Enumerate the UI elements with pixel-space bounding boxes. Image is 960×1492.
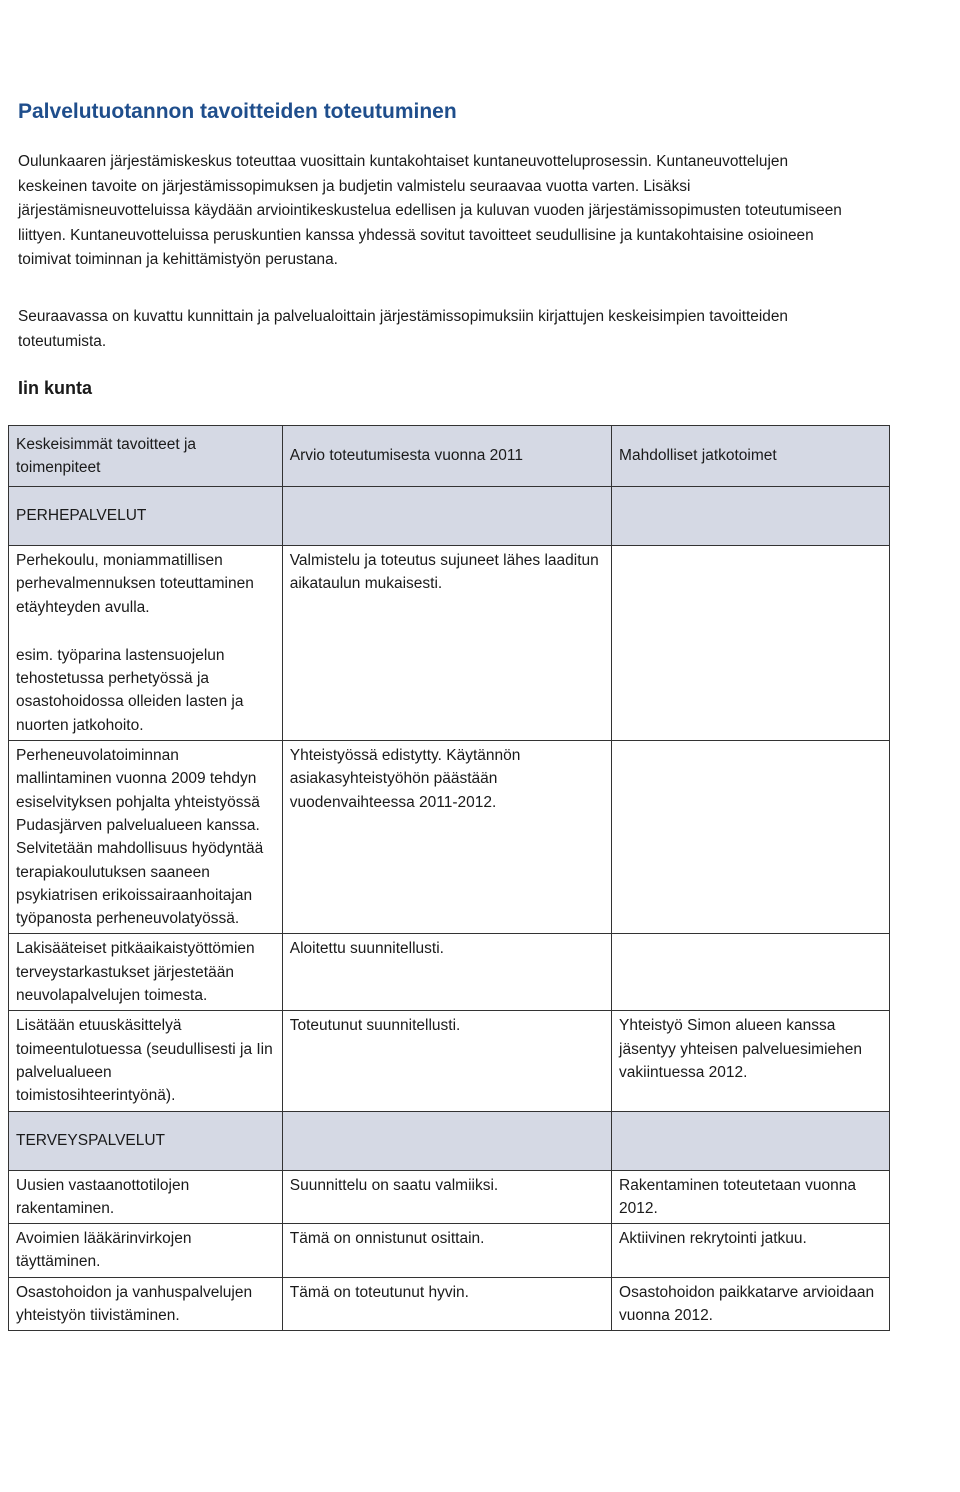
- goal-text: Perhekoulu, moniammatillisen perhevalmennuksen toteuttaminen etäyhteyden avulla.: [16, 552, 254, 616]
- assessment-cell: Valmistelu ja toteutus sujuneet lähes laaditun aikataulun mukaisesti.: [282, 546, 611, 741]
- assessment-cell: Toteutunut suunnitellusti.: [282, 1011, 611, 1111]
- goal-extra-text: esim. työparina lastensuojelun tehostetussa perhetyössä ja osastohoidossa olleiden lasten ja nuorten jatkohoito.: [16, 646, 244, 734]
- table-row: [9, 1277, 890, 1331]
- header-assessment: Arvio toteutumisesta vuonna 2011: [282, 426, 611, 487]
- header-goals: Keskeisimmät tavoitteet ja toimenpiteet: [9, 426, 283, 487]
- intro-paragraph: Oulunkaaren järjestämiskeskus toteuttaa vuosittain kuntakohtaiset kuntaneuvotteluprosessin. Kuntaneuvottelujen keskeinen tavoite on järjestämissopimuksen ja budjetin valmistelu seuraavaa vuotta varten. Lisäksi järjestämisneuvotteluissa käydään arviointikeskustelua edellisen ja kuluvan vuoden järjestämissopimusten toteutumiseen liittyen. Kuntaneuvotteluissa peruskuntien kanssa yhdessä sovitut tavoitteet seudullisine ja kuntakohtaisine osioineen toimivat toiminnan ja kehittämistyön perustana.: [18, 153, 842, 268]
- table-header-row: [9, 426, 890, 487]
- next-cell: [612, 741, 890, 934]
- goal-cell: Avoimien lääkärinvirkojen täyttäminen.: [9, 1224, 283, 1278]
- next-cell: [612, 934, 890, 1011]
- section-heading: Iin kunta: [18, 378, 93, 398]
- section-label: TERVEYSPALVELUT: [9, 1111, 283, 1170]
- table-row: [9, 741, 890, 934]
- goal-cell: Uusien vastaanottotilojen rakentaminen.: [9, 1170, 283, 1224]
- table-row: [9, 934, 890, 1011]
- header-next-steps: Mahdolliset jatkotoimet: [612, 426, 890, 487]
- section-row-terveyspalvelut: [9, 1111, 890, 1170]
- goals-table: [8, 425, 890, 1331]
- table-row: [9, 546, 890, 741]
- assessment-cell: Tämä on onnistunut osittain.: [282, 1224, 611, 1278]
- goal-cell: Osastohoidon ja vanhuspalvelujen yhteistyön tiivistäminen.: [9, 1277, 283, 1331]
- assessment-cell: Tämä on toteutunut hyvin.: [282, 1277, 611, 1331]
- table-row: [9, 1170, 890, 1224]
- next-cell: Yhteistyö Simon alueen kanssa jäsentyy yhteisen palveluesimiehen vakiintuessa 2012.: [612, 1011, 890, 1111]
- goal-cell: Perheneuvolatoiminnan mallintaminen vuonna 2009 tehdyn esiselvityksen pohjalta yhteistyössä Pudasjärven palvelualueen kanssa. Selvitetään mahdollisuus hyödyntää terapiakoulutuksen saaneen psykiatrisen erikoissairaanhoitajan työpanosta perheneuvolatyössä.: [9, 741, 283, 934]
- summary-paragraph: Seuraavassa on kuvattu kunnittain ja palvelualoittain järjestämissopimuksiin kirjattujen keskeisimpien tavoitteiden toteutumista.: [18, 308, 788, 350]
- table-row: [9, 1011, 890, 1111]
- document-title: Palvelutuotannon tavoitteiden toteutuminen: [18, 100, 457, 123]
- section-row-perhepalvelut: [9, 487, 890, 546]
- next-cell: [612, 546, 890, 741]
- goal-cell: [9, 546, 283, 741]
- next-cell: Aktiivinen rekrytointi jatkuu.: [612, 1224, 890, 1278]
- goal-cell: Lakisääteiset pitkäaikaistyöttömien terveystarkastukset järjestetään neuvolapalvelujen toimesta.: [9, 934, 283, 1011]
- assessment-cell: Yhteistyössä edistytty. Käytännön asiakasyhteistyöhön päästään vuodenvaihteessa 2011-2012.: [282, 741, 611, 934]
- assessment-cell: Suunnittelu on saatu valmiiksi.: [282, 1170, 611, 1224]
- next-cell: Rakentaminen toteutetaan vuonna 2012.: [612, 1170, 890, 1224]
- next-cell: Osastohoidon paikkatarve arvioidaan vuonna 2012.: [612, 1277, 890, 1331]
- goal-cell: Lisätään etuuskäsittelyä toimeentulotuessa (seudullisesti ja Iin palvelualueen toimistosihteerintyönä).: [9, 1011, 283, 1111]
- assessment-cell: Aloitettu suunnitellusti.: [282, 934, 611, 1011]
- section-label: PERHEPALVELUT: [9, 487, 283, 546]
- table-row: [9, 1224, 890, 1278]
